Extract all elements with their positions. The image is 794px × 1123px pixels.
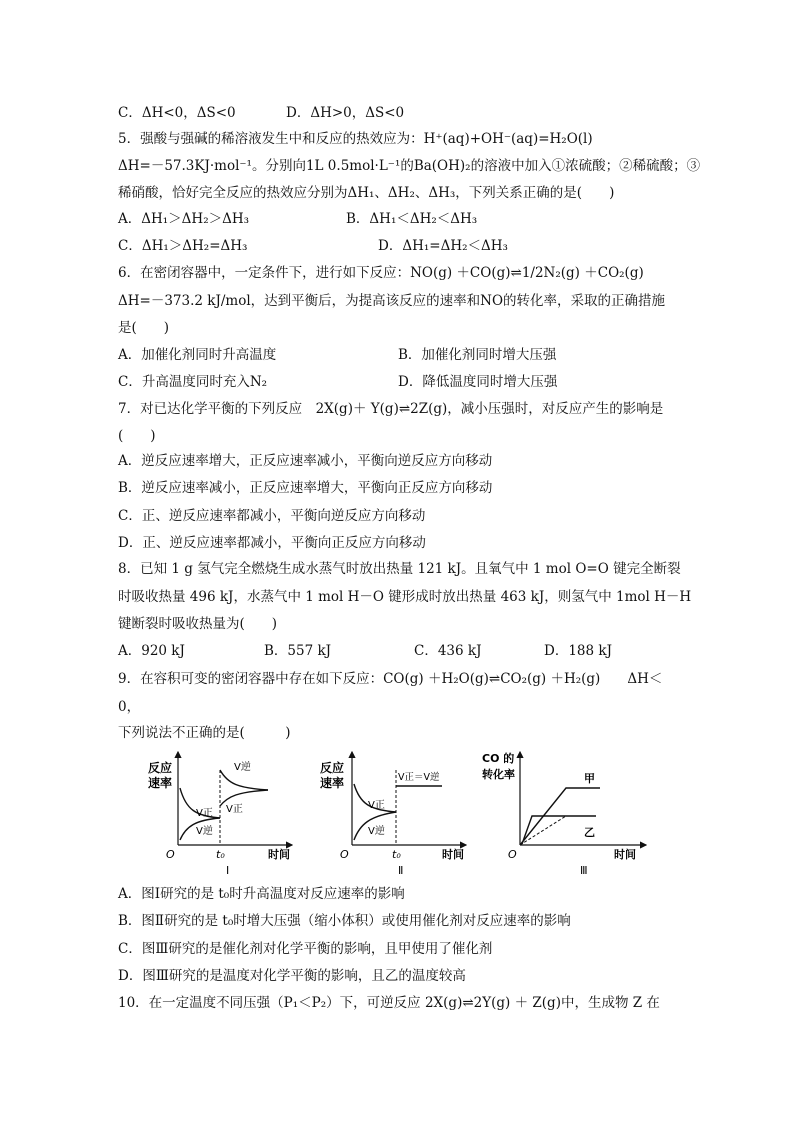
q5-option-c: C．ΔH₁＞ΔH₂=ΔH₃	[118, 238, 248, 254]
fig3-origin: O	[508, 848, 517, 861]
q8-stem-line-1: 8．已知 1 g 氢气完全燃烧生成水蒸气时放出热量 121 kJ。且氧气中 1 mol O=O 键完全断裂	[118, 561, 681, 577]
q5-stem-line-1: 5．强酸与强碱的稀溶液发生中和反应的热效应为：H⁺(aq)+OH⁻(aq)=H₂O(l)	[118, 131, 593, 147]
fig1-label-v-zheng: V正	[196, 808, 213, 819]
fig1-label-v-ni-top: V逆	[234, 762, 251, 773]
fig2-t0: t₀	[392, 848, 401, 861]
q7-option-a: A．逆反应速率增大，正反应速率减小，平衡向逆反应方向移动	[118, 453, 493, 469]
q6-option-d: D．降低温度同时增大压强	[398, 374, 558, 390]
q8-option-d: D．188 kJ	[544, 643, 612, 659]
q9-stem-line-3: 下列说法不正确的是( )	[118, 725, 291, 741]
fig1-ylabel-2: 速率	[148, 776, 173, 790]
fig1-curve-v-ni-top	[220, 770, 268, 790]
q10-stem-line-1: 10．在一定温度不同压强（P₁＜P₂）下，可逆反应 2X(g)⇌2Y(g) ＋ Z(g)中，生成物 Z 在	[118, 995, 660, 1011]
q6-option-b: B．加催化剂同时增大压强	[398, 347, 557, 363]
q5-option-b: B．ΔH₁＜ΔH₂＜ΔH₃	[346, 211, 478, 227]
fig3-label-yi: 乙	[584, 826, 595, 839]
q9-figures	[0, 740, 794, 880]
q8-option-c: C．436 kJ	[414, 643, 482, 659]
q5-stem-line-3: 稀硝酸，恰好完全反应的热效应分别为ΔH₁、ΔH₂、ΔH₃，下列关系正确的是( )	[118, 185, 615, 201]
fig2-label-equal: V正＝V逆	[398, 772, 440, 783]
q6-option-a: A．加催化剂同时升高温度	[118, 347, 277, 363]
fig2-caption: Ⅱ	[398, 864, 404, 877]
q9-stem-line-1: 9．在容积可变的密闭容器中存在如下反应：CO(g) ＋H₂O(g)⇌CO₂(g) ＋H₂(g) ΔH＜	[118, 671, 663, 687]
fig2-label-v-ni: V逆	[368, 826, 385, 837]
q9-stem-line-2: 0，	[118, 699, 141, 715]
q9-option-c: C．图Ⅲ研究的是催化剂对化学平衡的影响，且甲使用了催化剂	[118, 941, 493, 957]
figure-3	[482, 751, 646, 877]
figure-1	[148, 752, 292, 877]
fig1-xlabel: 时间	[268, 848, 290, 861]
fig2-ylabel-1: 反应	[320, 761, 345, 775]
q7-stem-line-2: ( )	[118, 428, 156, 444]
q6-stem-line-1: 6．在密闭容器中，一定条件下，进行如下反应：NO(g) ＋CO(g)⇌1/2N₂(g) ＋CO₂(g)	[118, 265, 644, 281]
q7-option-d: D．正、逆反应速率都减小，平衡向正反应方向移动	[118, 535, 426, 551]
q8-stem-line-2: 时吸收热量 496 kJ，水蒸气中 1 mol H－O 键形成时放出热量 463 kJ，则氢气中 1mol H－H	[118, 589, 692, 605]
fig2-xlabel: 时间	[442, 848, 464, 861]
q5-stem-line-2: ΔH=－57.3KJ·mol⁻¹。分别向1L 0.5mol·L⁻¹的Ba(OH)₂的溶液中加入①浓硫酸；②稀硫酸；③	[118, 158, 701, 174]
q9-option-a: A．图Ⅰ研究的是 t₀时升高温度对反应速率的影响	[118, 886, 405, 902]
fig3-xlabel: 时间	[614, 848, 636, 861]
q5-option-a: A．ΔH₁＞ΔH₂＞ΔH₃	[118, 211, 250, 227]
q5-option-d: D．ΔH₁=ΔH₂＜ΔH₃	[378, 238, 508, 254]
q9-option-d: D．图Ⅲ研究的是温度对化学平衡的影响，且乙的温度较高	[118, 968, 466, 984]
q4-option-c: C．ΔH<0，ΔS<0	[118, 105, 236, 121]
q6-stem-line-2: ΔH=－373.2 kJ/mol，达到平衡后，为提高该反应的速率和NO的转化率，采取的正确措施	[118, 293, 666, 309]
fig3-caption: Ⅲ	[580, 864, 588, 877]
q9-option-b: B．图Ⅱ研究的是 t₀时增大压强（缩小体积）或使用催化剂对反应速率的影响	[118, 913, 571, 929]
figure-2	[320, 752, 466, 877]
q6-option-c: C．升高温度同时充入N₂	[118, 374, 268, 390]
fig3-label-jia: 甲	[584, 772, 595, 785]
fig1-label-v-zheng-top: V正	[226, 804, 243, 815]
fig1-t0: t₀	[216, 848, 225, 861]
fig3-ylabel-2: 转化率	[482, 768, 515, 781]
q7-option-b: B．逆反应速率减小，正反应速率增大，平衡向正反应方向移动	[118, 480, 493, 496]
q8-stem-line-3: 键断裂时吸收热量为( )	[118, 616, 278, 632]
q6-stem-line-3: 是( )	[118, 320, 170, 336]
fig2-origin: O	[340, 848, 349, 861]
q7-option-c: C．正、逆反应速率都减小，平衡向逆反应方向移动	[118, 508, 426, 524]
q8-option-a: A．920 kJ	[118, 643, 185, 659]
fig1-caption: Ⅰ	[226, 864, 230, 877]
fig1-origin: O	[166, 848, 175, 861]
fig1-ylabel-1: 反应	[148, 761, 173, 775]
q4-option-d: D．ΔH>0，ΔS<0	[286, 105, 405, 121]
fig1-label-v-ni: V逆	[196, 826, 213, 837]
q7-stem-line-1: 7．对已达化学平衡的下列反应 2X(g)＋ Y(g)⇌2Z(g)，减小压强时，对反应产生的影响是	[118, 401, 664, 417]
q8-option-b: B．557 kJ	[264, 643, 332, 659]
fig2-ylabel-2: 速率	[320, 776, 345, 790]
fig2-label-v-zheng: V正	[368, 800, 385, 811]
fig3-ylabel-1: CO 的	[482, 752, 515, 765]
